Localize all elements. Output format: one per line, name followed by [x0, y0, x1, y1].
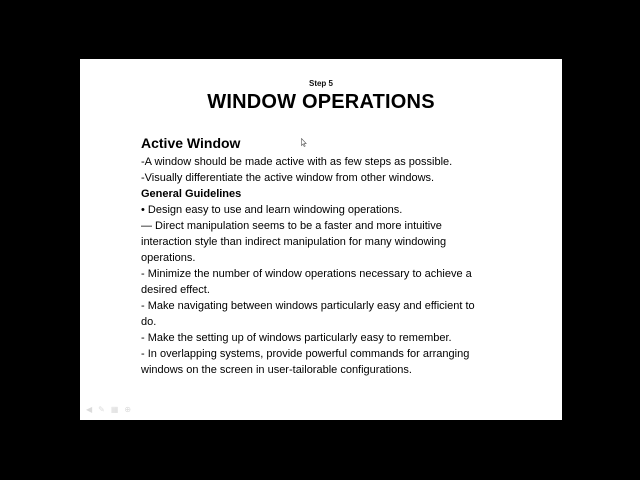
guideline-line: do. [141, 316, 157, 328]
guideline-line: • Design easy to use and learn windowing operations. [141, 204, 403, 216]
slides-menu-icon[interactable]: ▦ [110, 405, 119, 414]
guideline-line: interaction style than indirect manipulation for many windowing [141, 236, 447, 248]
pen-icon[interactable]: ✎ [98, 405, 105, 414]
guideline-line: - Make navigating between windows particularly easy and efficient to [141, 300, 475, 312]
zoom-icon[interactable]: ⊕ [124, 405, 132, 414]
guideline-line: operations. [141, 252, 196, 264]
step-label: Step 5 [308, 79, 333, 88]
guideline-line: - Make the setting up of windows particularly easy to remember. [141, 332, 452, 344]
previous-slide-icon[interactable]: ◀ [86, 405, 93, 414]
intro-line: -Visually differentiate the active window from other windows. [141, 172, 435, 184]
guidelines-heading: General Guidelines [141, 188, 242, 200]
section-heading: Active Window [141, 135, 241, 151]
guideline-line: desired effect. [141, 284, 210, 296]
slide-title: WINDOW OPERATIONS [207, 91, 435, 113]
guideline-line: - In overlapping systems, provide powerful commands for arranging [141, 348, 470, 360]
slideshow-toolbar [86, 405, 131, 415]
guideline-line: — Direct manipulation seems to be a faster and more intuitive [141, 220, 442, 232]
guideline-line: windows on the screen in user-tailorable configurations. [141, 364, 412, 376]
guideline-line: - Minimize the number of window operations necessary to achieve a [141, 268, 472, 280]
presentation-slide [80, 59, 562, 420]
intro-line: -A window should be made active with as few steps as possible. [141, 156, 453, 168]
slide-body [141, 135, 531, 378]
